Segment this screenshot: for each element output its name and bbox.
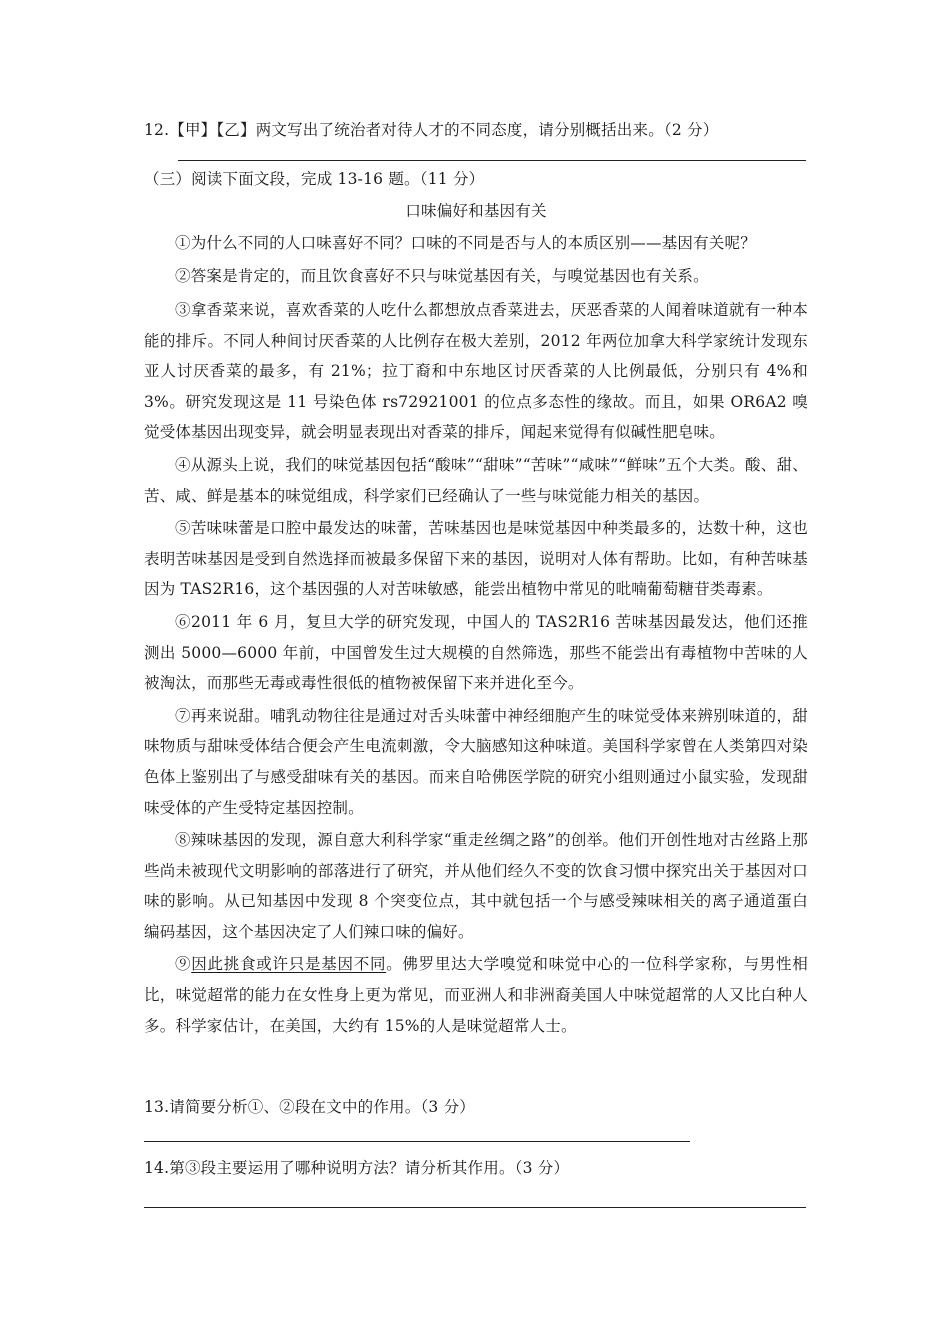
section-3-heading: （三）阅读下面文段，完成 13-16 题。（11 分） [144,170,485,188]
paragraph-4: ④从源头上说，我们的味觉基因包括“酸味”“甜味”“苦味”“咸味”“鲜味”五个大类。酸、甜、苦、咸、鲜是基本的味觉组成，科学家们已经确认了一些与味觉能力相关的基因。 [144,455,808,505]
question-12: 12.【甲】【乙】两文写出了统治者对待人才的不同态度，请分别概括出来。（2 分） [144,121,719,139]
answer-line-12 [178,160,806,161]
paragraph-9-number: ⑨ [175,955,192,974]
article-title: 口味偏好和基因有关 [405,202,547,220]
paragraph-7: ⑦再来说甜。哺乳动物往往是通过对舌头味蕾中神经细胞产生的味觉受体来辨别味道的，甜味物质与甜味受体结合便会产生电流刺激，令大脑感知这种味道。美国科学家曾在人类第四对染色体上鉴别出了与感受甜味有关的基因。而来自哈佛医学院的研究小组则通过小鼠实验，发现甜味受体的产生受特定基因控制。 [144,706,808,817]
underlined-sentence: 因此挑食或许只是基因不同 [191,955,387,974]
paragraph-9 [144,949,808,1041]
answer-line-13 [144,1141,690,1142]
paragraph-8: ⑧辣味基因的发现，源自意大利科学家“重走丝绸之路”的创举。他们开创性地对古丝路上那些尚未被现代文明影响的部落进行了研究，并从他们经久不变的饮食习惯中探究出关于基因对口味的影响。从已知基因中发现 8 个突变位点，其中就包括一个与感受辣味相关的离子通道蛋白编码基因，这个基因决定了人们辣口味的偏好。 [144,831,808,941]
paragraph-2: ②答案是肯定的，而且饮食喜好不只与味觉基因有关，与嗅觉基因也有关系。 [175,267,709,285]
article-body [144,229,808,1041]
question-14: 14.第③段主要运用了哪种说明方法？请分析其作用。（3 分） [144,1159,570,1177]
paragraph-9-rest: 。佛罗里达大学嗅觉和味觉中心的一位科学家称，与男性相比，味觉超常的能力在女性身上更为常见，而亚洲人和非洲裔美国人中味觉超常的人又比白种人多。科学家估计，在美国，大约有 15%的人是味觉超常人士。 [144,955,808,1035]
answer-line-14 [144,1207,806,1208]
paragraph-3: ③拿香菜来说，喜欢香菜的人吃什么都想放点香菜进去，厌恶香菜的人闻着味道就有一种本能的排斥。不同人种间讨厌香菜的人比例存在极大差别，2012 年两位加拿大科学家统计发现东亚人讨厌香菜的最多，有 21%；拉丁裔和中东地区讨厌香菜的人比例最低，分别只有 4%和 3%。研究发现这是 11 号染色体 rs72921001 的位点多态性的缘故。而且，如果 OR6A2 嗅觉受体基因出现变异，就会明显表现出对香菜的排斥，闻起来觉得有似碱性肥皂味。 [144,301,808,442]
paragraph-1: ①为什么不同的人口味喜好不同？口味的不同是否与人的本质区别——基因有关呢？ [175,234,756,252]
paragraph-6: ⑥2011 年 6 月，复旦大学的研究发现，中国人的 TAS2R16 苦味基因最发达，他们还推测出 5000—6000 年前，中国曾发生过大规模的自然筛选，那些不能尝出有毒植物中苦味的人被淘汰，而那些无毒或毒性很低的植物被保留下来并进化至今。 [144,612,808,693]
question-13: 13.请简要分析①、②段在文中的作用。（3 分） [144,1098,475,1116]
paragraph-5: ⑤苦味味蕾是口腔中最发达的味蕾，苦味基因也是味觉基因中种类最多的，达数十种，这也表明苦味基因是受到自然选择而被最多保留下来的基因，说明对人体有帮助。比如，有种苦味基因为 TAS2R16，这个基因强的人对苦味敏感，能尝出植物中常见的吡喃葡萄糖苷类毒素。 [144,519,808,599]
